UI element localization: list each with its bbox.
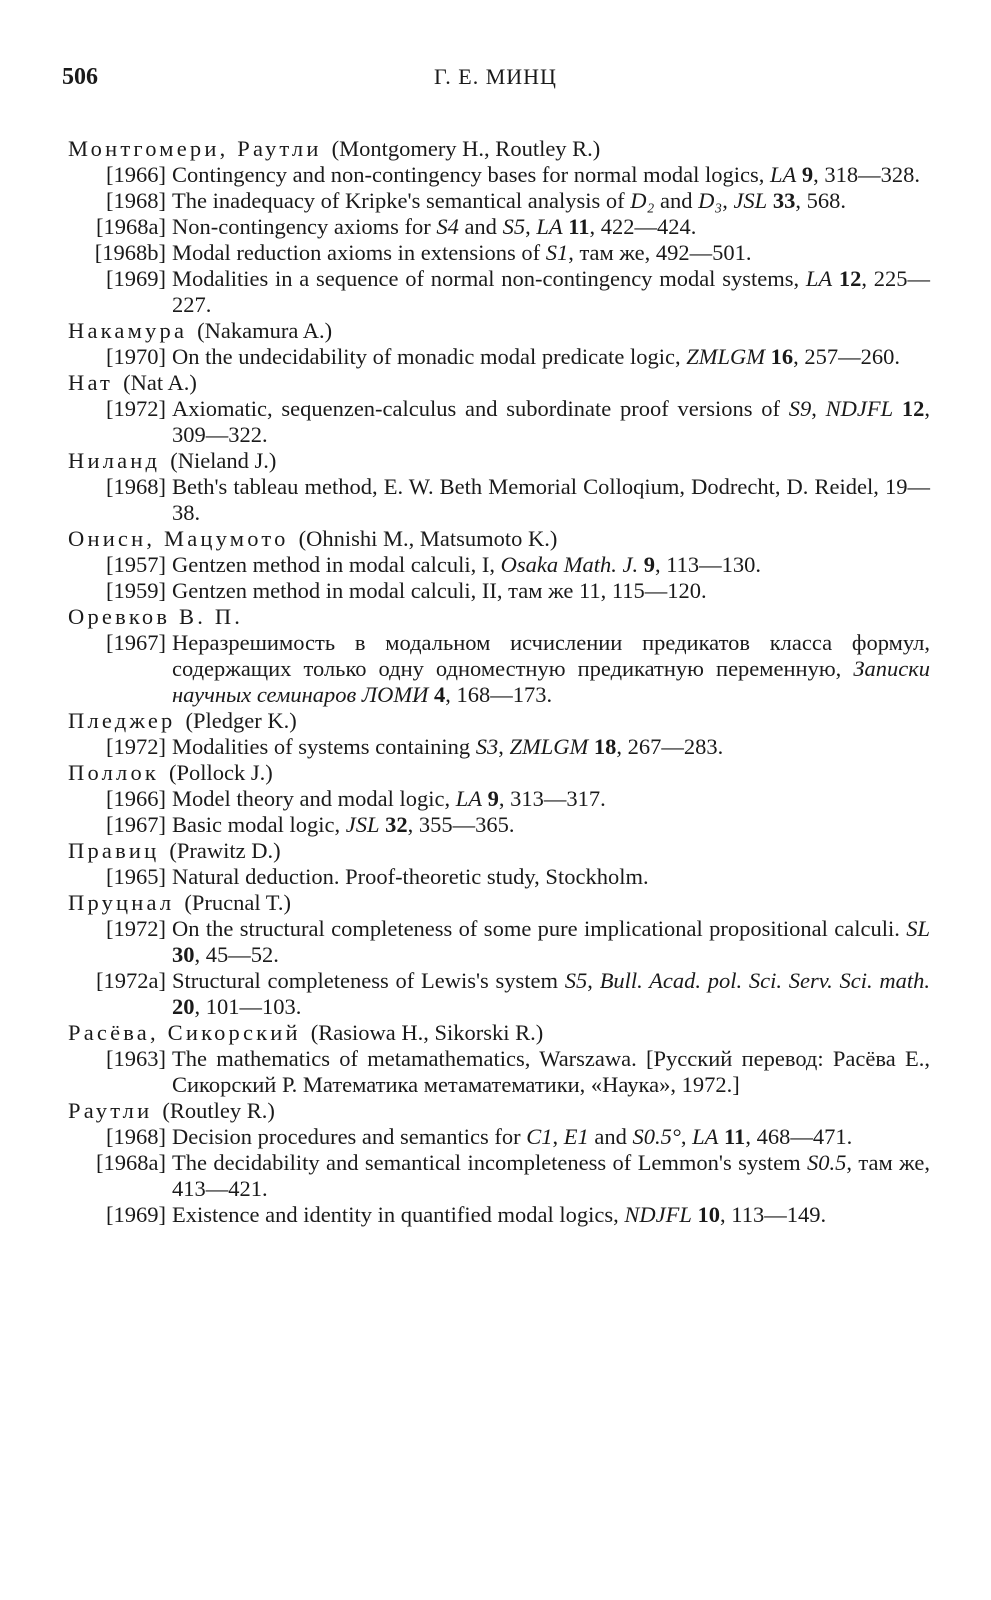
bibliography-entry xyxy=(64,734,930,760)
entry-text: Contingency and non-contingency bases for normal modal logics, LA 9, 318—328. xyxy=(172,162,921,187)
bibliography-entry xyxy=(64,214,930,240)
bibliography-entry xyxy=(64,344,930,370)
entry-text: Decision procedures and semantics for C1, E1 and S0.5°, LA 11, 468—471. xyxy=(172,1124,853,1149)
bibliography-entry xyxy=(64,162,930,188)
author-name-russian: Правиц xyxy=(68,838,160,863)
author-name-russian: Расёва, Сикорский xyxy=(68,1020,301,1045)
entry-text: Non-contingency axioms for S4 and S5, LA 11, 422—424. xyxy=(172,214,697,239)
entry-key: [1969] xyxy=(106,266,166,291)
bibliography-entry xyxy=(64,188,930,214)
bibliography-list xyxy=(64,136,930,1228)
author-name-russian: Пруцнал xyxy=(68,890,175,915)
entry-key: [1972] xyxy=(106,734,166,759)
bibliography-entry xyxy=(64,786,930,812)
entry-key: [1959] xyxy=(106,578,166,603)
entry-key: [1963] xyxy=(106,1046,166,1071)
author-heading xyxy=(64,1098,930,1124)
author-name-russian: Накамура xyxy=(68,318,188,343)
bibliography-entry xyxy=(64,1202,930,1228)
author-name-russian: Оревков В. П. xyxy=(68,604,244,629)
entry-text: On the structural completeness of some pure implicational propositional calculi. SL 30, 45—52. xyxy=(172,916,930,967)
author-name-latin: (Pledger K.) xyxy=(185,708,297,733)
author-heading xyxy=(64,318,930,344)
page-number: 506 xyxy=(62,64,98,90)
bibliography-entry xyxy=(64,812,930,838)
author-name-latin: (Rasiowa H., Sikorski R.) xyxy=(310,1020,544,1045)
entry-key: [1957] xyxy=(106,552,166,577)
entry-text: Beth's tableau method, E. W. Beth Memorial Colloqium, Dodrecht, D. Reidel, 19—38. xyxy=(172,474,930,525)
author-heading xyxy=(64,136,930,162)
author-heading xyxy=(64,890,930,916)
page-header xyxy=(62,64,929,100)
entry-text: Gentzen method in modal calculi, I, Osaka Math. J. 9, 113—130. xyxy=(172,552,762,577)
bibliography-entry xyxy=(64,396,930,448)
entry-text: Modalities of systems containing S3, ZMLGM 18, 267—283. xyxy=(172,734,724,759)
entry-text: The inadequacy of Kripke's semantical analysis of D₂ and D₃, JSL 33, 568. xyxy=(172,188,846,213)
entry-key: [1968] xyxy=(106,474,166,499)
entry-text: Axiomatic, sequenzen-calculus and subordinate proof versions of S9, NDJFL 12, 309—322. xyxy=(172,396,931,447)
entry-key: [1966] xyxy=(106,162,166,187)
entry-key: [1968a] xyxy=(96,1150,166,1175)
bibliography-entry xyxy=(64,1124,930,1150)
author-name-russian: Пледжер xyxy=(68,708,176,733)
running-head: Г. Е. МИНЦ xyxy=(434,64,557,89)
author-name-latin: (Ohnishi M., Matsumoto K.) xyxy=(298,526,558,551)
entry-text: Existence and identity in quantified modal logics, NDJFL 10, 113—149. xyxy=(172,1202,827,1227)
author-heading xyxy=(64,604,930,630)
entry-key: [1972a] xyxy=(96,968,166,993)
entry-key: [1970] xyxy=(106,344,166,369)
author-name-latin: (Routley R.) xyxy=(162,1098,275,1123)
author-name-russian: Поллок xyxy=(68,760,160,785)
author-heading xyxy=(64,448,930,474)
entry-key: [1968] xyxy=(106,1124,166,1149)
entry-key: [1968a] xyxy=(96,214,166,239)
entry-text: The decidability and semantical incompleteness of Lemmon's system S0.5, там же, 413—421. xyxy=(172,1150,930,1201)
entry-key: [1969] xyxy=(106,1202,166,1227)
entry-key: [1965] xyxy=(106,864,166,889)
entry-key: [1972] xyxy=(106,916,166,941)
bibliography-entry xyxy=(64,916,930,968)
author-name-latin: (Nieland J.) xyxy=(170,448,277,473)
entry-text: Modal reduction axioms in extensions of S1, там же, 492—501. xyxy=(172,240,752,265)
author-name-latin: (Nat A.) xyxy=(123,370,197,395)
author-heading xyxy=(64,370,930,396)
entry-text: On the undecidability of monadic modal predicate logic, ZMLGM 16, 257—260. xyxy=(172,344,900,369)
bibliography-entry xyxy=(64,552,930,578)
author-heading xyxy=(64,708,930,734)
entry-key: [1968b] xyxy=(94,240,166,265)
entry-text: Structural completeness of Lewis's system S5, Bull. Acad. pol. Sci. Serv. Sci. math. 20, 101—103. xyxy=(172,968,930,1019)
entry-text: Basic modal logic, JSL 32, 355—365. xyxy=(172,812,515,837)
bibliography-entry xyxy=(64,630,930,708)
author-heading xyxy=(64,526,930,552)
author-name-latin: (Montgomery H., Routley R.) xyxy=(331,136,601,161)
author-name-russian: Онисн, Мацумото xyxy=(68,526,289,551)
entry-text: Model theory and modal logic, LA 9, 313—317. xyxy=(172,786,606,811)
author-name-russian: Нат xyxy=(68,370,114,395)
author-name-latin: (Nakamura A.) xyxy=(197,318,333,343)
author-heading xyxy=(64,838,930,864)
bibliography-entry xyxy=(64,474,930,526)
author-name-russian: Ниланд xyxy=(68,448,161,473)
author-name-latin: (Prawitz D.) xyxy=(169,838,281,863)
entry-text: The mathematics of metamathematics, Warszawa. [Русский перевод: Расёва Е., Сикорский Р. Математика метаматематики, «Наука», 1972.] xyxy=(172,1046,930,1097)
entry-text: Gentzen method in modal calculi, II, там же 11, 115—120. xyxy=(172,578,707,603)
bibliography-entry xyxy=(64,1150,930,1202)
entry-key: [1972] xyxy=(106,396,166,421)
bibliography-entry xyxy=(64,1046,930,1098)
entry-text: Неразрешимость в модальном исчислении предикатов класса формул, содержащих только одну одноместную предикатную переменную, Записки научных семинаров ЛОМИ 4, 168—173. xyxy=(172,630,930,707)
author-name-russian: Монтгомери, Раутли xyxy=(68,136,322,161)
author-name-latin: (Pollock J.) xyxy=(169,760,273,785)
entry-key: [1967] xyxy=(106,630,166,655)
author-heading xyxy=(64,760,930,786)
bibliography-entry xyxy=(64,864,930,890)
bibliography-entry xyxy=(64,266,930,318)
author-heading xyxy=(64,1020,930,1046)
author-name-russian: Раутли xyxy=(68,1098,153,1123)
bibliography-entry xyxy=(64,968,930,1020)
entry-key: [1968] xyxy=(106,188,166,213)
entry-key: [1966] xyxy=(106,786,166,811)
entry-text: Modalities in a sequence of normal non-contingency modal systems, LA 12, 225—227. xyxy=(172,266,931,317)
entry-text: Natural deduction. Proof-theoretic study, Stockholm. xyxy=(172,864,649,889)
bibliography-entry xyxy=(64,578,930,604)
bibliography-entry xyxy=(64,240,930,266)
author-name-latin: (Prucnal T.) xyxy=(184,890,291,915)
entry-key: [1967] xyxy=(106,812,166,837)
